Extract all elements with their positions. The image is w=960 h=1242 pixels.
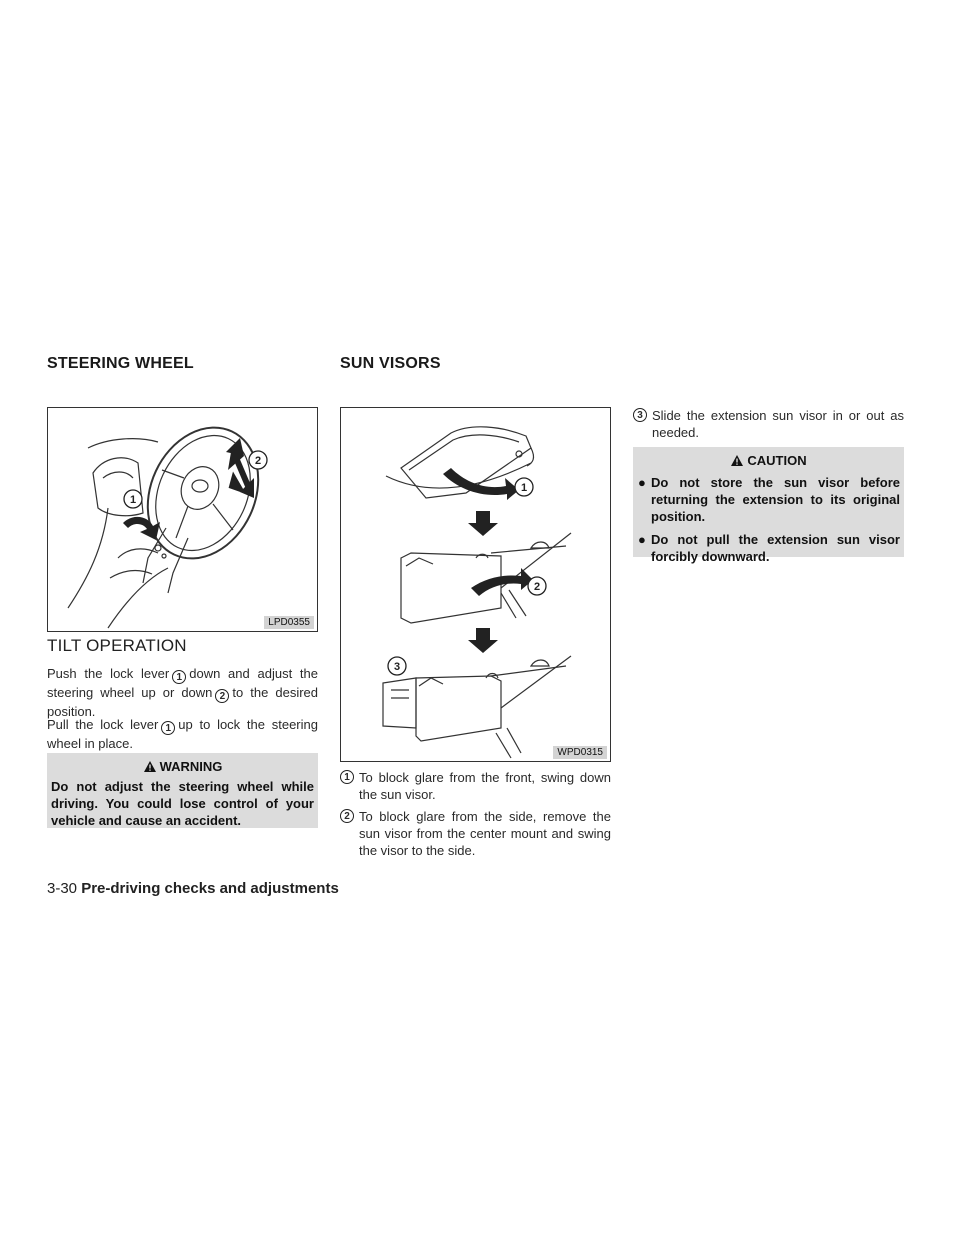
figure-callout-1 [515, 478, 533, 496]
subhead-tilt-operation: TILT OPERATION [47, 636, 187, 655]
sun-visor-item-1 [340, 769, 611, 803]
svg-text:1: 1 [520, 482, 528, 494]
callout-1: 1 [161, 721, 175, 735]
svg-text:3: 3 [393, 661, 401, 673]
warning-text: Do not adjust the steering wheel while driving. You could lose control of your vehicle and cause an accident. [51, 779, 314, 828]
text: Pull the lock lever [47, 717, 159, 732]
tilt-paragraph-1 [47, 665, 318, 720]
figure-callout-2 [249, 451, 267, 469]
chapter-title: Pre-driving checks and adjustments [81, 880, 339, 897]
warning-box [47, 753, 318, 828]
text: CAUTION [747, 453, 807, 468]
figure-callout-1 [124, 490, 142, 508]
figure-callout-3 [388, 657, 406, 675]
caution-box [633, 447, 904, 564]
callout-1: 1 [172, 670, 186, 684]
caution-title [633, 447, 904, 468]
text: To block glare from the front, swing down the sun visor. [359, 770, 611, 802]
figure-code: WPD0315 [553, 746, 607, 759]
callout-2: 2 [340, 809, 354, 823]
callout-2: 2 [215, 689, 229, 703]
caution-bullet-2 [633, 525, 904, 565]
text: to the desired position. [47, 685, 318, 719]
svg-text:2: 2 [533, 581, 541, 593]
callout-3: 3 [633, 408, 647, 422]
text: Slide the extension sun visor in or out as needed. [652, 408, 904, 440]
bullet-icon: ● [638, 532, 646, 547]
steering-wheel-illustration [48, 408, 317, 631]
caution-bullet-1 [633, 468, 904, 525]
bullet-icon: ● [638, 475, 646, 490]
text: down and adjust the steering wheel up or down [47, 666, 318, 700]
warning-title [47, 753, 318, 774]
page-number: 3-30 [47, 880, 78, 897]
text: Do not store the sun visor before returning the extension to its original position. [651, 475, 900, 524]
warning-icon [143, 760, 157, 773]
warning-icon [730, 454, 744, 467]
section-title-sun-visors: SUN VISORS [340, 355, 441, 372]
text: WARNING [159, 759, 223, 774]
text: up to lock the steering wheel in place. [47, 717, 318, 751]
page-footer [47, 880, 339, 897]
sun-visor-figure [340, 407, 611, 762]
sun-visor-item-3 [633, 407, 904, 441]
sun-visor-illustration [341, 408, 610, 761]
figure-callout-2 [528, 577, 546, 595]
section-title-steering-wheel: STEERING WHEEL [47, 355, 194, 372]
figure-code: LPD0355 [264, 616, 314, 629]
text: Push the lock lever [47, 666, 170, 681]
callout-1: 1 [340, 770, 354, 784]
text: Do not pull the extension sun visor forcibly downward. [651, 532, 900, 564]
tilt-paragraph-2 [47, 716, 318, 752]
steering-wheel-figure [47, 407, 318, 632]
text: To block glare from the side, remove the sun visor from the center mount and swing the visor to the side. [359, 809, 611, 858]
svg-text:2: 2 [254, 455, 262, 467]
svg-text:1: 1 [129, 494, 137, 506]
sun-visor-item-2 [340, 808, 611, 859]
